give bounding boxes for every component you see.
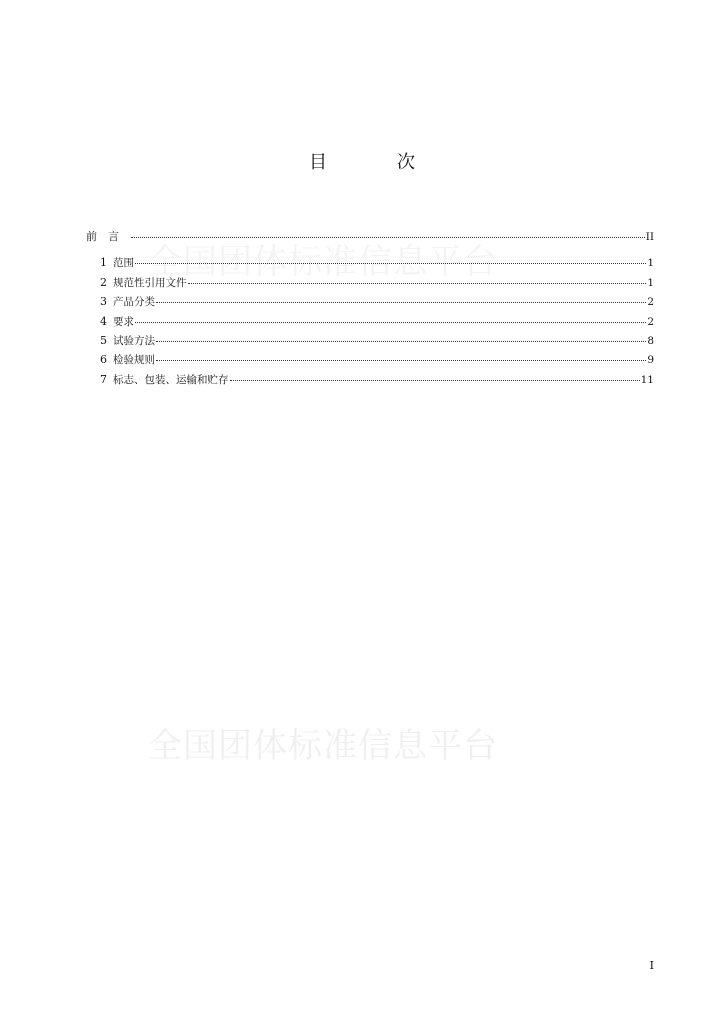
toc-entry-3[interactable] <box>86 292 654 311</box>
toc-entry-label: 要求 <box>113 315 134 328</box>
toc-entry-7[interactable] <box>86 370 654 389</box>
toc-entry-label: 标志、包装、运输和贮存 <box>113 373 229 386</box>
toc-leader-dots <box>230 379 640 381</box>
toc-entry-label: 产品分类 <box>113 296 155 309</box>
toc-entry-label: 前言 <box>86 230 130 243</box>
toc-entry-label: 规范性引用文件 <box>113 276 187 289</box>
toc-entry-5[interactable] <box>86 331 654 350</box>
toc-leader-dots <box>156 340 646 342</box>
toc-entry-6[interactable] <box>86 350 654 369</box>
toc-entry-number: 5 <box>100 333 107 347</box>
toc-entry-page: 2 <box>647 315 654 328</box>
toc-entry-number: 6 <box>100 353 107 367</box>
toc-leader-dots <box>135 262 646 264</box>
toc-leader-dots <box>156 301 646 303</box>
toc-entry-page: 1 <box>647 276 654 289</box>
toc-leader-dots <box>188 282 647 284</box>
toc-entry-page: 9 <box>647 354 654 367</box>
toc-entry-number: 2 <box>100 275 107 289</box>
toc-entry-2[interactable] <box>86 273 654 292</box>
watermark-bottom: 全国团体标准信息平台 <box>148 726 498 766</box>
toc-entry-page: 11 <box>640 373 654 386</box>
toc-entry-number: 4 <box>100 314 107 328</box>
toc-leader-dots <box>156 359 646 361</box>
toc-entry-page: 1 <box>647 257 654 270</box>
toc-entry-preface[interactable] <box>86 227 654 246</box>
toc-entry-number: 1 <box>100 256 107 270</box>
toc-entry-page: 2 <box>647 296 654 309</box>
table-of-contents <box>86 227 654 389</box>
watermark-top: 全国团体标准信息平台 <box>148 242 498 282</box>
toc-entry-label: 试验方法 <box>113 334 155 347</box>
toc-leader-dots <box>135 321 646 323</box>
toc-entry-number: 7 <box>100 372 107 386</box>
toc-entry-page: II <box>645 231 654 243</box>
toc-leader-dots <box>131 236 645 238</box>
toc-entry-number: 3 <box>100 295 107 309</box>
toc-entry-4[interactable] <box>86 312 654 331</box>
toc-entry-label: 检验规则 <box>113 354 155 367</box>
toc-entry-page: 8 <box>647 334 654 347</box>
toc-entry-label: 范围 <box>113 257 134 270</box>
page-title: 目 次 <box>309 152 441 173</box>
page-number: I <box>649 959 654 972</box>
toc-entry-1[interactable] <box>86 253 654 272</box>
